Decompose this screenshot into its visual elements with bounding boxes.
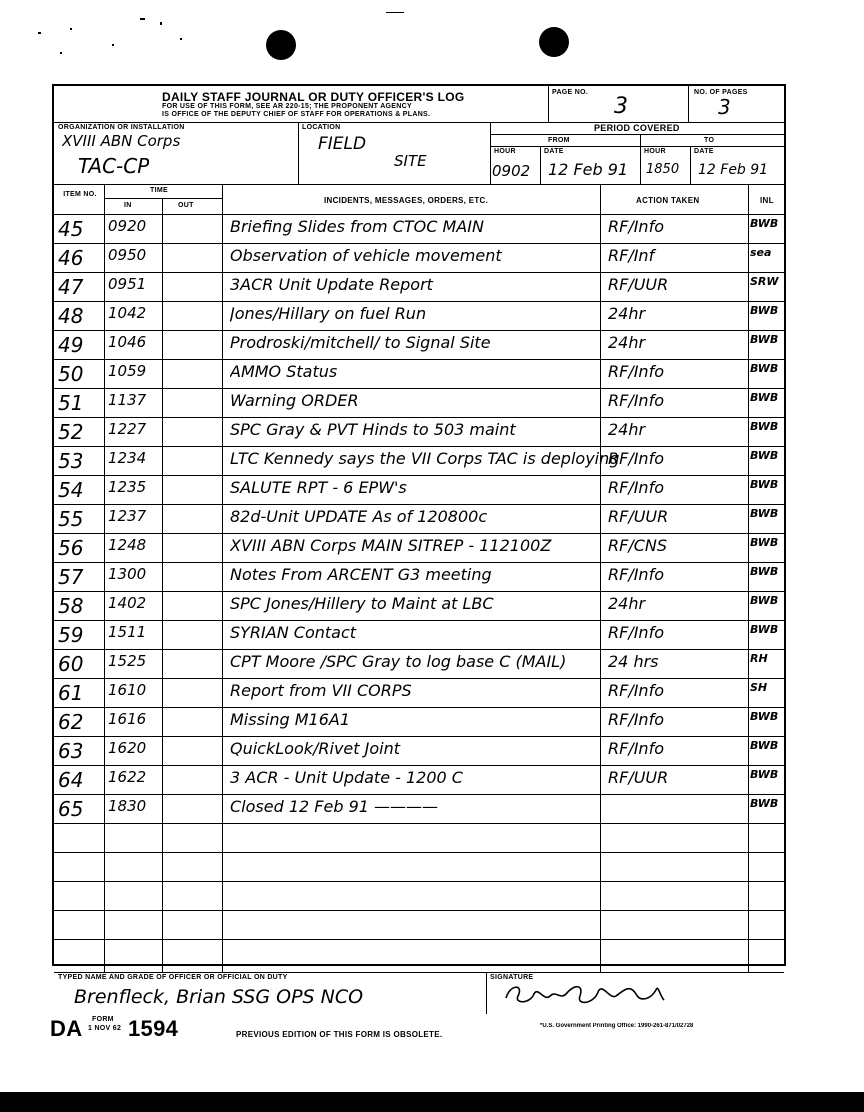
no-of-pages-value: 3 <box>718 95 731 119</box>
incidents-label: INCIDENTS, MESSAGES, ORDERS, ETC. <box>324 196 489 205</box>
period-covered-label: PERIOD COVERED <box>594 123 680 133</box>
entry-time-in: 1616 <box>108 710 147 728</box>
entry-incident: Report from VII CORPS <box>230 681 412 700</box>
entry-item-no: 63 <box>58 739 84 763</box>
entry-incident: Briefing Slides from CTOC MAIN <box>230 217 484 236</box>
row-divider <box>54 823 784 824</box>
printing-office-note: *U.S. Government Printing Office: 1990-261-871/02728 <box>540 1023 694 1029</box>
entry-incident: 3ACR Unit Update Report <box>230 275 433 294</box>
row-divider <box>54 388 784 389</box>
entry-initials: BWB <box>750 217 779 230</box>
scan-speck <box>180 38 182 40</box>
page-no-value: 3 <box>614 94 628 119</box>
form-title: DAILY STAFF JOURNAL OR DUTY OFFICER'S LOG <box>162 90 465 104</box>
row-divider <box>54 330 784 331</box>
form-number: 1594 <box>128 1016 179 1041</box>
form-subtitle-1: FOR USE OF THIS FORM, SEE AR 220-15; THE PROPONENT AGENCY <box>162 103 412 110</box>
entry-initials: BWB <box>750 710 779 723</box>
entry-incident: LTC Kennedy says the VII Corps TAC is deploying <box>230 449 620 468</box>
entry-incident: XVIII ABN Corps MAIN SITREP - 112100Z <box>230 536 552 555</box>
entry-time-in: 1059 <box>108 362 147 380</box>
entry-item-no: 62 <box>58 710 84 734</box>
entry-action: RF/Info <box>608 449 664 468</box>
row-divider <box>54 591 784 592</box>
entry-action: RF/CNS <box>608 536 668 555</box>
scan-bottom-edge <box>0 1092 864 1112</box>
row-divider <box>54 794 784 795</box>
entry-item-no: 46 <box>58 246 84 270</box>
entry-action: RF/UUR <box>608 507 669 526</box>
from-date-value: 12 Feb 91 <box>548 160 629 179</box>
entry-action: RF/UUR <box>608 275 669 294</box>
row-divider <box>54 301 784 302</box>
entry-action: RF/Info <box>608 623 664 642</box>
row-divider <box>54 852 784 853</box>
from-hour-label: HOUR <box>494 148 516 155</box>
time-out-label: OUT <box>178 202 194 209</box>
entry-time-in: 1248 <box>108 536 147 554</box>
row-divider <box>54 533 784 534</box>
entry-incident: SPC Jones/Hillery to Maint at LBC <box>230 594 494 613</box>
row-divider <box>54 446 784 447</box>
binder-hole-left <box>266 30 296 60</box>
entry-item-no: 49 <box>58 333 84 357</box>
entry-item-no: 52 <box>58 420 84 444</box>
no-of-pages-label: NO. OF PAGES <box>694 89 748 96</box>
entry-item-no: 50 <box>58 362 84 386</box>
entry-time-in: 1830 <box>108 797 147 815</box>
entry-time-in: 1402 <box>108 594 147 612</box>
row-divider <box>54 765 784 766</box>
organization-label: ORGANIZATION OR INSTALLATION <box>58 124 185 131</box>
form-id: DA <box>50 1016 83 1041</box>
entry-initials: BWB <box>750 536 779 549</box>
entry-initials: BWB <box>750 565 779 578</box>
scan-speck <box>386 12 404 13</box>
scan-speck <box>60 52 62 54</box>
scan-speck <box>140 18 145 20</box>
scan-speck <box>70 28 72 30</box>
to-label: TO <box>704 137 715 144</box>
entry-incident: Notes From ARCENT G3 meeting <box>230 565 492 584</box>
entry-item-no: 65 <box>58 797 84 821</box>
entry-item-no: 51 <box>58 391 84 415</box>
entry-item-no: 57 <box>58 565 84 589</box>
row-divider <box>54 417 784 418</box>
entry-item-no: 48 <box>58 304 84 328</box>
duty-log-form <box>52 84 786 1008</box>
entry-time-in: 0920 <box>108 217 147 235</box>
from-date-label: DATE <box>544 148 564 155</box>
row-divider <box>54 272 784 273</box>
entry-item-no: 56 <box>58 536 84 560</box>
entry-action: RF/Info <box>608 217 664 236</box>
row-divider <box>54 910 784 911</box>
entry-time-in: 0951 <box>108 275 147 293</box>
entry-item-no: 60 <box>58 652 84 676</box>
from-hour-value: 0902 <box>492 162 531 180</box>
entry-initials: SH <box>750 681 768 694</box>
to-hour-label: HOUR <box>644 148 666 155</box>
action-taken-label: ACTION TAKEN <box>636 196 700 205</box>
entry-action: RF/Info <box>608 391 664 410</box>
page-no-label: PAGE NO. <box>552 89 589 96</box>
entry-initials: BWB <box>750 623 779 636</box>
entry-action: RF/Info <box>608 362 664 381</box>
row-divider <box>54 881 784 882</box>
entry-action: RF/Info <box>608 681 664 700</box>
row-divider <box>54 243 784 244</box>
entry-incident: Jones/Hillary on fuel Run <box>230 304 427 323</box>
officer-value: Brenfleck, Brian SSG OPS NCO <box>74 986 364 1008</box>
entry-time-in: 1042 <box>108 304 147 322</box>
entry-initials: BWB <box>750 420 779 433</box>
row-divider <box>54 678 784 679</box>
entry-item-no: 58 <box>58 594 84 618</box>
form-date: 1 NOV 62 <box>88 1025 122 1032</box>
to-date-value: 12 Feb 91 <box>698 162 769 178</box>
entry-action: RF/Info <box>608 739 664 758</box>
entry-time-in: 1525 <box>108 652 147 670</box>
entry-incident: Observation of vehicle movement <box>230 246 502 265</box>
row-divider <box>54 707 784 708</box>
entry-incident: SALUTE RPT - 6 EPW's <box>230 478 407 497</box>
entry-action: RF/UUR <box>608 768 669 787</box>
entry-time-in: 1235 <box>108 478 147 496</box>
entry-initials: RH <box>750 652 768 665</box>
entry-time-in: 1137 <box>108 391 147 409</box>
entry-action: RF/Info <box>608 478 664 497</box>
form-subtitle-2: IS OFFICE OF THE DEPUTY CHIEF OF STAFF FOR OPERATIONS & PLANS. <box>162 111 431 118</box>
organization-line2: TAC-CP <box>78 154 150 178</box>
previous-edition-note: PREVIOUS EDITION OF THIS FORM IS OBSOLETE. <box>236 1030 443 1039</box>
binder-hole-right <box>539 27 569 57</box>
entry-incident: 82d-Unit UPDATE As of 120800c <box>230 507 488 526</box>
to-date-label: DATE <box>694 148 714 155</box>
entry-time-in: 1620 <box>108 739 147 757</box>
entry-time-in: 1610 <box>108 681 147 699</box>
entry-time-in: 1300 <box>108 565 147 583</box>
scan-speck <box>112 44 114 46</box>
entry-action: 24hr <box>608 420 646 439</box>
item-no-label: ITEM NO. <box>63 191 97 198</box>
entry-time-in: 1046 <box>108 333 147 351</box>
entry-incident: QuickLook/Rivet Joint <box>230 739 400 758</box>
entry-incident: Missing M16A1 <box>230 710 351 729</box>
entry-item-no: 53 <box>58 449 84 473</box>
location-line1: FIELD <box>318 134 367 154</box>
entry-incident: SYRIAN Contact <box>230 623 357 642</box>
entry-initials: BWB <box>750 478 779 491</box>
location-line2: SITE <box>394 152 427 170</box>
entry-time-in: 1622 <box>108 768 147 786</box>
entry-initials: SRW <box>750 275 779 288</box>
form-word: FORM <box>92 1016 114 1023</box>
entry-incident: AMMO Status <box>230 362 338 381</box>
entry-action: 24hr <box>608 333 646 352</box>
signature-mark <box>500 978 670 1012</box>
entry-action: 24hr <box>608 304 646 323</box>
time-in-label: IN <box>124 202 132 209</box>
entry-action: RF/Info <box>608 565 664 584</box>
entry-initials: BWB <box>750 362 779 375</box>
row-divider <box>54 504 784 505</box>
row-divider <box>54 939 784 940</box>
entry-initials: BWB <box>750 768 779 781</box>
entry-item-no: 47 <box>58 275 84 299</box>
initials-label: INL <box>760 196 774 205</box>
entry-time-in: 1511 <box>108 623 147 641</box>
to-hour-value: 1850 <box>646 162 680 177</box>
entry-incident: SPC Gray & PVT Hinds to 503 maint <box>230 420 516 439</box>
organization-line1: XVIII ABN Corps <box>62 132 181 150</box>
entry-initials: BWB <box>750 391 779 404</box>
signature-label: SIGNATURE <box>490 974 534 981</box>
row-divider <box>54 649 784 650</box>
entry-action: RF/Info <box>608 710 664 729</box>
entry-item-no: 45 <box>58 217 84 241</box>
entry-incident: CPT Moore /SPC Gray to log base C (MAIL) <box>230 652 567 671</box>
entry-initials: BWB <box>750 594 779 607</box>
entry-item-no: 59 <box>58 623 84 647</box>
entry-incident: Closed 12 Feb 91 ———— <box>230 797 439 816</box>
row-divider <box>54 620 784 621</box>
entry-initials: BWB <box>750 739 779 752</box>
entry-initials: BWB <box>750 507 779 520</box>
entry-initials: BWB <box>750 449 779 462</box>
entry-time-in: 1234 <box>108 449 147 467</box>
entry-time-in: 1227 <box>108 420 147 438</box>
entry-incident: Prodroski/mitchell/ to Signal Site <box>230 333 491 352</box>
entry-action: 24hr <box>608 594 646 613</box>
scan-speck <box>38 32 41 34</box>
entry-item-no: 64 <box>58 768 84 792</box>
entry-initials: BWB <box>750 797 779 810</box>
entry-initials: BWB <box>750 304 779 317</box>
entry-action: RF/Inf <box>608 246 655 265</box>
officer-label: TYPED NAME AND GRADE OF OFFICER OR OFFICIAL ON DUTY <box>58 974 288 981</box>
entry-item-no: 55 <box>58 507 84 531</box>
from-label: FROM <box>548 137 570 144</box>
entry-initials: sea <box>750 246 772 259</box>
row-divider <box>54 475 784 476</box>
row-divider <box>54 562 784 563</box>
entry-item-no: 61 <box>58 681 84 705</box>
scan-speck <box>160 22 162 25</box>
entry-time-in: 1237 <box>108 507 147 525</box>
entry-incident: Warning ORDER <box>230 391 359 410</box>
location-label: LOCATION <box>302 124 341 131</box>
entry-time-in: 0950 <box>108 246 147 264</box>
entry-incident: 3 ACR - Unit Update - 1200 C <box>230 768 463 787</box>
time-label: TIME <box>150 187 168 194</box>
entry-item-no: 54 <box>58 478 84 502</box>
entry-action: 24 hrs <box>608 652 659 671</box>
row-divider <box>54 736 784 737</box>
entry-initials: BWB <box>750 333 779 346</box>
row-divider <box>54 359 784 360</box>
